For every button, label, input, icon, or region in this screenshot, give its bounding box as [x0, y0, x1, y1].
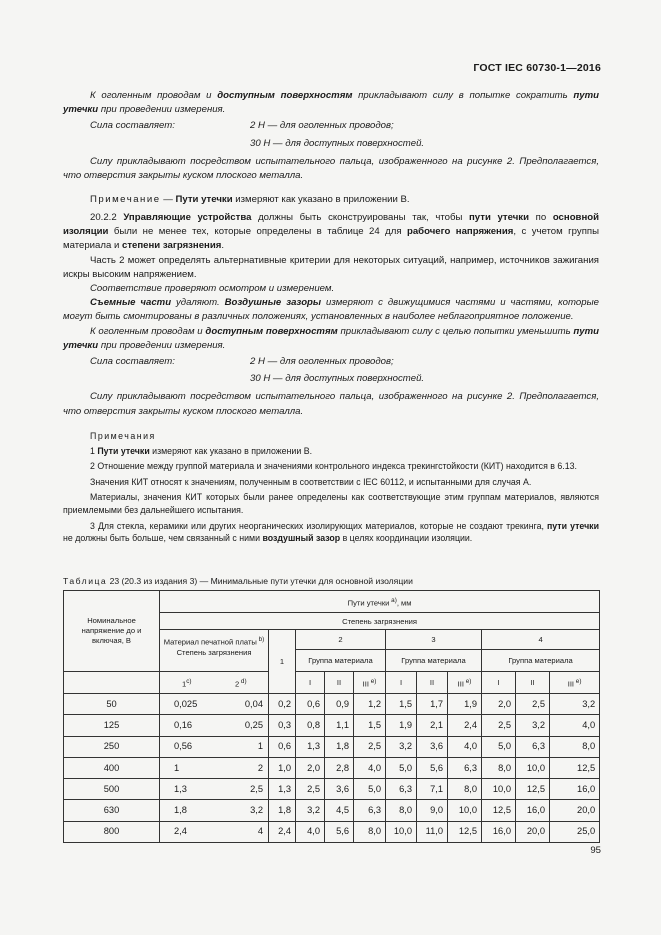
header-degree-2: 2	[296, 630, 386, 650]
table-cell: 1,2	[354, 694, 386, 715]
table-cell: 1	[214, 736, 269, 757]
text-block-1	[63, 89, 599, 207]
table-cell: 2,5	[354, 736, 386, 757]
note-1: 1 Пути утечки измеряют как указано в приложении В.	[90, 445, 313, 456]
standard-header: ГОСТ IEC 60730-1—2016	[473, 62, 601, 74]
table-cell: 0,3	[269, 715, 296, 736]
header-d2-I: I	[296, 672, 325, 694]
table-cell: 11,0	[417, 821, 448, 842]
table-cell: 2,8	[325, 757, 354, 778]
section-20-2-2: 20.2.2 Управляющие устройства должны быть сконструированы так, чтобы пути утечки по основной изоляции были не менее тех, которые определены в таблице 24 для рабочего напряжения, с учетом группы материала и степени загрязнения.	[63, 212, 600, 252]
note-3: 3 Для стекла, керамики или других неорганических изолирующих материалов, которые не создают трекинга, пути утечки не должны быть больше, чем связанный с ними воздушный зазор в целях координации изоляции.	[63, 520, 599, 544]
header-voltage: Номинальное напряжение до и включая, В	[64, 591, 160, 672]
table-cell: 1,9	[448, 694, 482, 715]
table-body	[64, 694, 600, 843]
table-cell: 3,2	[214, 800, 269, 821]
table-cell: 8,0	[550, 736, 600, 757]
force-row-2a: Сила составляет: 2 Н — для оголенных проводов;	[90, 356, 394, 368]
table-cell: 1,0	[269, 757, 296, 778]
table-cell: 6,3	[354, 800, 386, 821]
table-cell: 10,0	[448, 800, 482, 821]
table-row	[64, 800, 600, 821]
table-cell: 3,2	[516, 715, 550, 736]
table-cell: 6,3	[386, 779, 417, 800]
paragraph-force-apply-2: К оголенным проводам и доступным поверхностям прикладывают силу с целью попытки уменьшить пути утечки при проведении измерения.	[63, 325, 600, 351]
table-row	[64, 694, 600, 715]
header-pollution-degree: Степень загрязнения	[160, 613, 600, 630]
table-cell: 2,5	[516, 694, 550, 715]
table-cell: 8,0	[386, 800, 417, 821]
page-number: 95	[590, 845, 601, 856]
note-2: 2 Отношение между группой материала и значениями контрольного индекса трекингстойкости (КИТ) находится в 6.13.	[90, 461, 577, 472]
table-cell: 3,2	[296, 800, 325, 821]
table-cell: 12,5	[482, 800, 516, 821]
header-degree-3: 3	[386, 630, 482, 650]
table-cell: 1,7	[417, 694, 448, 715]
table-row	[64, 821, 600, 842]
table-cell: 800	[64, 821, 160, 842]
table-row	[64, 757, 600, 778]
table-cell: 1,8	[325, 736, 354, 757]
table-cell: 2,5	[482, 715, 516, 736]
header-d3-III: III $^{е)}$	[448, 672, 482, 694]
table-cell: 1,1	[325, 715, 354, 736]
header-group-3: Группа материала	[386, 650, 482, 672]
table-cell: 3,2	[386, 736, 417, 757]
table-cell: 20,0	[550, 800, 600, 821]
table-cell: 6,3	[516, 736, 550, 757]
table-cell: 10,0	[386, 821, 417, 842]
table-cell: 2,5	[214, 779, 269, 800]
table-cell: 0,25	[214, 715, 269, 736]
table-cell: 3,6	[325, 779, 354, 800]
paragraph-test-finger-1: Силу прикладывают посредством испытательного пальца, изображенного на рисунке 2. Предполагается, что отверстия закрыты куском плоского металла.	[63, 155, 599, 182]
header-d3-II: II	[417, 672, 448, 694]
header-d2-III: III $^{е)}$	[354, 672, 386, 694]
table-cell: 7,1	[417, 779, 448, 800]
table-cell: 1,8	[269, 800, 296, 821]
table-cell: 0,6	[269, 736, 296, 757]
table-cell: 2,1	[417, 715, 448, 736]
table-cell: 1,3	[160, 779, 214, 800]
table-cell: 5,6	[417, 757, 448, 778]
table-cell: 9,0	[417, 800, 448, 821]
table-cell: 1,5	[386, 694, 417, 715]
table-cell: 10,0	[516, 757, 550, 778]
note-2b: Значения КИТ относят к значениям, полученным в соответствии с IEC 60112, и испытанными для случая А.	[90, 476, 532, 487]
table-cell: 0,16	[160, 715, 214, 736]
table-row	[64, 715, 600, 736]
table-cell: 8,0	[448, 779, 482, 800]
header-degree-4: 4	[482, 630, 600, 650]
table-cell: 5,0	[354, 779, 386, 800]
header-voltage-cont	[64, 672, 160, 694]
table-caption: Таблица 23 (20.3 из издания 3) — Минимальные пути утечки для основной изоляции	[63, 576, 413, 586]
table-cell: 500	[64, 779, 160, 800]
table-cell: 8,0	[354, 821, 386, 842]
header-group-2: Группа материала	[296, 650, 386, 672]
table-cell: 3,2	[550, 694, 600, 715]
table-cell: 25,0	[550, 821, 600, 842]
force-row-1b: 30 Н — для доступных поверхностей.	[250, 137, 425, 149]
paragraph-test-finger-2: Силу прикладывают посредством испытательного пальца, изображенного на рисунке 2. Предполагается, что отверстия закрыты куском плоского металла.	[63, 391, 599, 417]
table-cell: 4	[214, 821, 269, 842]
table-cell: 0,56	[160, 736, 214, 757]
table-cell: 400	[64, 757, 160, 778]
header-d3-I: I	[386, 672, 417, 694]
paragraph-compliance: Соответствие проверяют осмотром и измерением.	[90, 283, 335, 295]
notes-block	[63, 430, 599, 545]
paragraph-part2: Часть 2 может определять альтернативные критерии для некоторых ситуаций, например, источников зажигания искры высоким напряжением.	[63, 254, 599, 280]
table-cell: 1,8	[160, 800, 214, 821]
table-cell: 8,0	[482, 757, 516, 778]
force-row-1a: Сила составляет: 2 Н — для оголенных проводов;	[90, 120, 394, 132]
table-row	[64, 779, 600, 800]
table-cell: 5,0	[386, 757, 417, 778]
table-cell: 0,04	[214, 694, 269, 715]
table-cell: 50	[64, 694, 160, 715]
notes-label: Примечания	[90, 431, 156, 441]
table-cell: 16,0	[550, 779, 600, 800]
paragraph-force-apply-1: К оголенным проводам и доступным поверхностям прикладывают силу в попытке сократить пути утечки при проведении измерения.	[63, 90, 599, 116]
table-cell: 2,4	[448, 715, 482, 736]
table-cell: 6,3	[448, 757, 482, 778]
table-cell: 16,0	[482, 821, 516, 842]
creepage-table	[63, 590, 600, 843]
note-2c: Материалы, значения КИТ которых были ранее определены как соответствующие этим группам материалов, являются приемлемыми без дальнейшего испытания.	[63, 492, 599, 515]
header-creepage: Пути утечки $^{а)}$, мм	[160, 591, 600, 613]
table-cell: 4,0	[550, 715, 600, 736]
table-cell: 20,0	[516, 821, 550, 842]
table-cell: 0,025	[160, 694, 214, 715]
header-group-4: Группа материала	[482, 650, 600, 672]
table-cell: 2,5	[296, 779, 325, 800]
table-cell: 2,4	[269, 821, 296, 842]
table-cell: 4,0	[296, 821, 325, 842]
force-row-2b: 30 Н — для доступных поверхностей.	[250, 373, 425, 385]
table-cell: 5,0	[482, 736, 516, 757]
table-cell: 4,5	[325, 800, 354, 821]
table-cell: 0,2	[269, 694, 296, 715]
header-pcb-2: 2 $^{d)}$	[214, 672, 269, 694]
text-block-2	[63, 211, 599, 419]
table-cell: 125	[64, 715, 160, 736]
table-cell: 12,5	[516, 779, 550, 800]
table-cell: 5,6	[325, 821, 354, 842]
header-d4-II: II	[516, 672, 550, 694]
table-cell: 3,6	[417, 736, 448, 757]
table-cell: 12,5	[448, 821, 482, 842]
table-cell: 0,9	[325, 694, 354, 715]
table-cell: 10,0	[482, 779, 516, 800]
header-degree-1: 1	[269, 630, 296, 694]
table-cell: 2,0	[296, 757, 325, 778]
table-row	[64, 736, 600, 757]
table-cell: 16,0	[516, 800, 550, 821]
note-single: Примечание — Пути утечки измеряют как указано в приложении В.	[90, 194, 410, 206]
table-cell: 2	[214, 757, 269, 778]
header-d2-II: II	[325, 672, 354, 694]
paragraph-removable-parts: Съемные части удаляют. Воздушные зазоры измеряют с движущимися частями и частями, которые могут быть смонтированы в различных положениях, установленных в наиболее неблагоприятное положение.	[63, 297, 599, 323]
table-cell: 2,0	[482, 694, 516, 715]
table-cell: 250	[64, 736, 160, 757]
table-cell: 2,4	[160, 821, 214, 842]
header-pcb-1: 1$^{c)}$	[160, 672, 214, 694]
header-d4-III: III $^{е)}$	[550, 672, 600, 694]
table-cell: 1,3	[269, 779, 296, 800]
header-pcb: Материал печатной платы $^{b)}$ Степень загрязнения	[160, 630, 269, 672]
table-cell: 12,5	[550, 757, 600, 778]
table-cell: 1	[160, 757, 214, 778]
table-cell: 1,9	[386, 715, 417, 736]
table-cell: 4,0	[354, 757, 386, 778]
header-d4-I: I	[482, 672, 516, 694]
table-cell: 1,5	[354, 715, 386, 736]
table-cell: 1,3	[296, 736, 325, 757]
table-cell: 0,8	[296, 715, 325, 736]
table-cell: 0,6	[296, 694, 325, 715]
table-cell: 630	[64, 800, 160, 821]
table-cell: 4,0	[448, 736, 482, 757]
